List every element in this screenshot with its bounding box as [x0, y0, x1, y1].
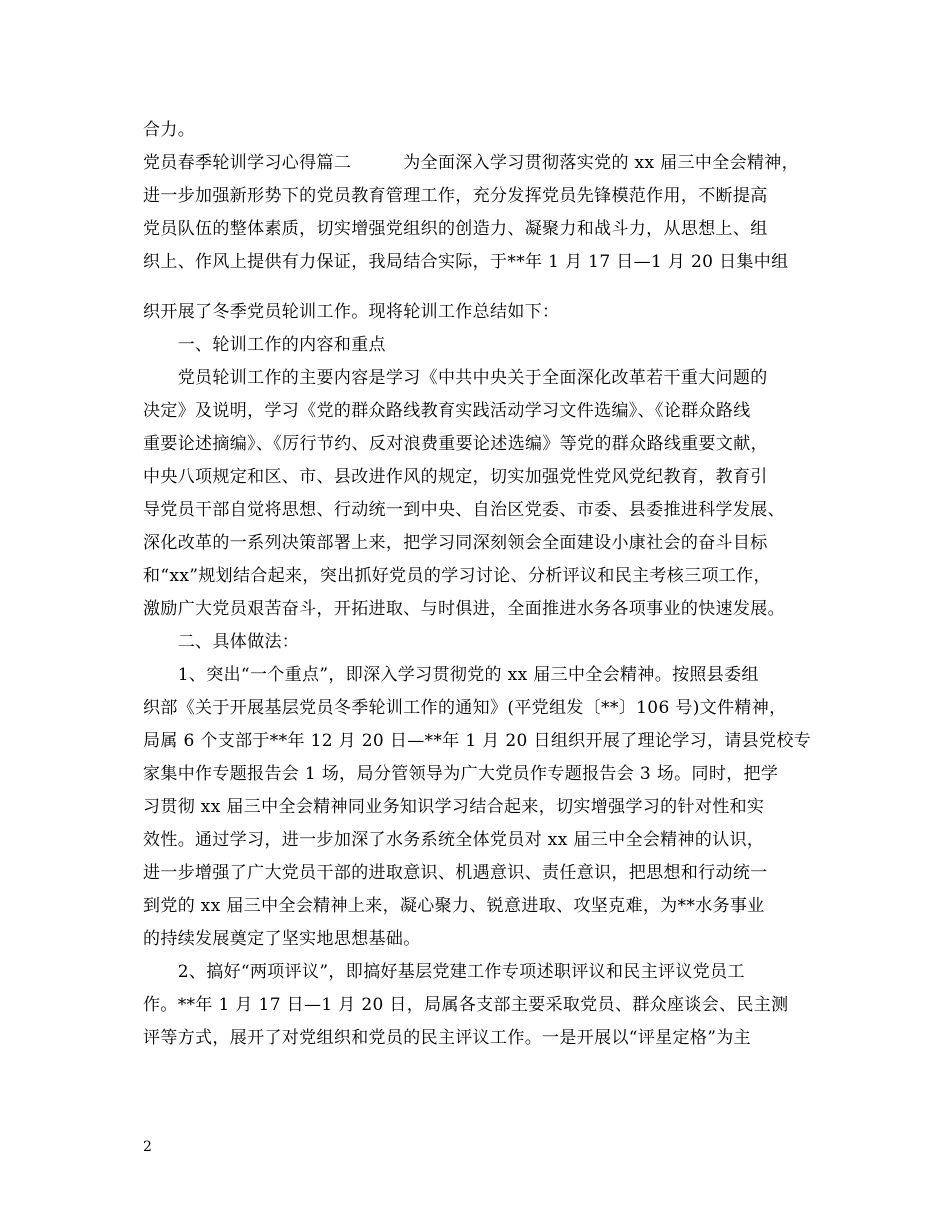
text-line: 的持续发展奠定了坚实地思想基础。: [143, 929, 421, 949]
text-line: 和“xx”规划结合起来，突出抓好党员的学习讨论、分析评议和民主考核三项工作，: [143, 566, 771, 586]
text-line: 重要论述摘编》、《厉行节约、反对浪费重要论述选编》等党的群众路线重要文献，: [143, 434, 768, 454]
text-line: 党员轮训工作的主要内容是学习《中共中央关于全面深化改革若干重大问题的: [143, 368, 768, 388]
text-line: 效性。通过学习，进一步加深了水务系统全体党员对 xx 届三中全会精神的认识，: [143, 830, 765, 850]
text-line: 织上、作风上提供有力保证，我局结合实际，于**年 1 月 17 日—1 月 20 日集中组: [143, 252, 789, 272]
text-line: 党员队伍的整体素质，切实增强党组织的创造力、凝聚力和战斗力，从思想上、组: [143, 219, 768, 239]
page-number: 2: [143, 1139, 152, 1155]
text-line: 2、搞好“两项评议”，即搞好基层党建工作专项述职评议和民主评议党员工: [143, 962, 745, 982]
text-line: 局属 6 个支部于**年 12 月 20 日—**年 1 月 20 日组织开展了理论学习，请县党校专: [143, 731, 812, 751]
text-line: 导党员干部自觉将思想、行动统一到中央、自治区党委、市委、县委推进科学发展、: [143, 500, 785, 520]
text-line: 织部《关于开展基层党员冬季轮训工作的通知》(平党组发〔**〕106 号)文件精神，: [143, 698, 787, 718]
text-line: 织开展了冬季党员轮训工作。现将轮训工作总结如下：: [143, 302, 560, 322]
text-line: 到党的 xx 届三中全会精神上来，凝心聚力、锐意进取、攻坚克难，为**水务事业: [143, 896, 765, 916]
text-line: 进一步加强新形势下的党员教育管理工作，充分发挥党员先锋模范作用，不断提高: [143, 186, 768, 206]
text-line: 合力。: [143, 120, 196, 140]
text-line: 党员春季轮训学习心得篇二 为全面深入学习贯彻落实党的 xx 届三中全会精神，: [143, 153, 799, 173]
text-line: 习贯彻 xx 届三中全会精神同业务知识学习结合起来，切实增强学习的针对性和实: [143, 797, 765, 817]
text-line: 深化改革的一系列决策部署上来，把学习同深刻领会全面建设小康社会的奋斗目标: [143, 533, 768, 553]
text-line: 进一步增强了广大党员干部的进取意识、机遇意识、责任意识，把思想和行动统一: [143, 863, 768, 883]
section-heading: 一、轮训工作的内容和重点: [143, 335, 386, 355]
section-heading: 二、具体做法：: [143, 632, 300, 652]
text-line: 1、突出“一个重点”，即深入学习贯彻党的 xx 届三中全会精神。按照县委组: [143, 665, 759, 685]
text-line: 家集中作专题报告会 1 场，局分管领导为广大党员作专题报告会 3 场。同时，把学: [143, 764, 779, 784]
text-line: 激励广大党员艰苦奋斗，开拓进取、与时俱进，全面推进水务各项事业的快速发展。: [143, 599, 785, 619]
text-line: 中央八项规定和区、市、县改进作风的规定，切实加强党性党风党纪教育，教育引: [143, 467, 768, 487]
text-line: 作。**年 1 月 17 日—1 月 20 日，局属各支部主要采取党员、群众座谈会、民主测: [143, 995, 789, 1015]
text-line: 评等方式，展开了对党组织和党员的民主评议工作。一是开展以“评星定格”为主: [143, 1028, 751, 1048]
text-line: 决定》及说明，学习《党的群众路线教育实践活动学习文件选编》、《论群众路线: [143, 401, 751, 421]
